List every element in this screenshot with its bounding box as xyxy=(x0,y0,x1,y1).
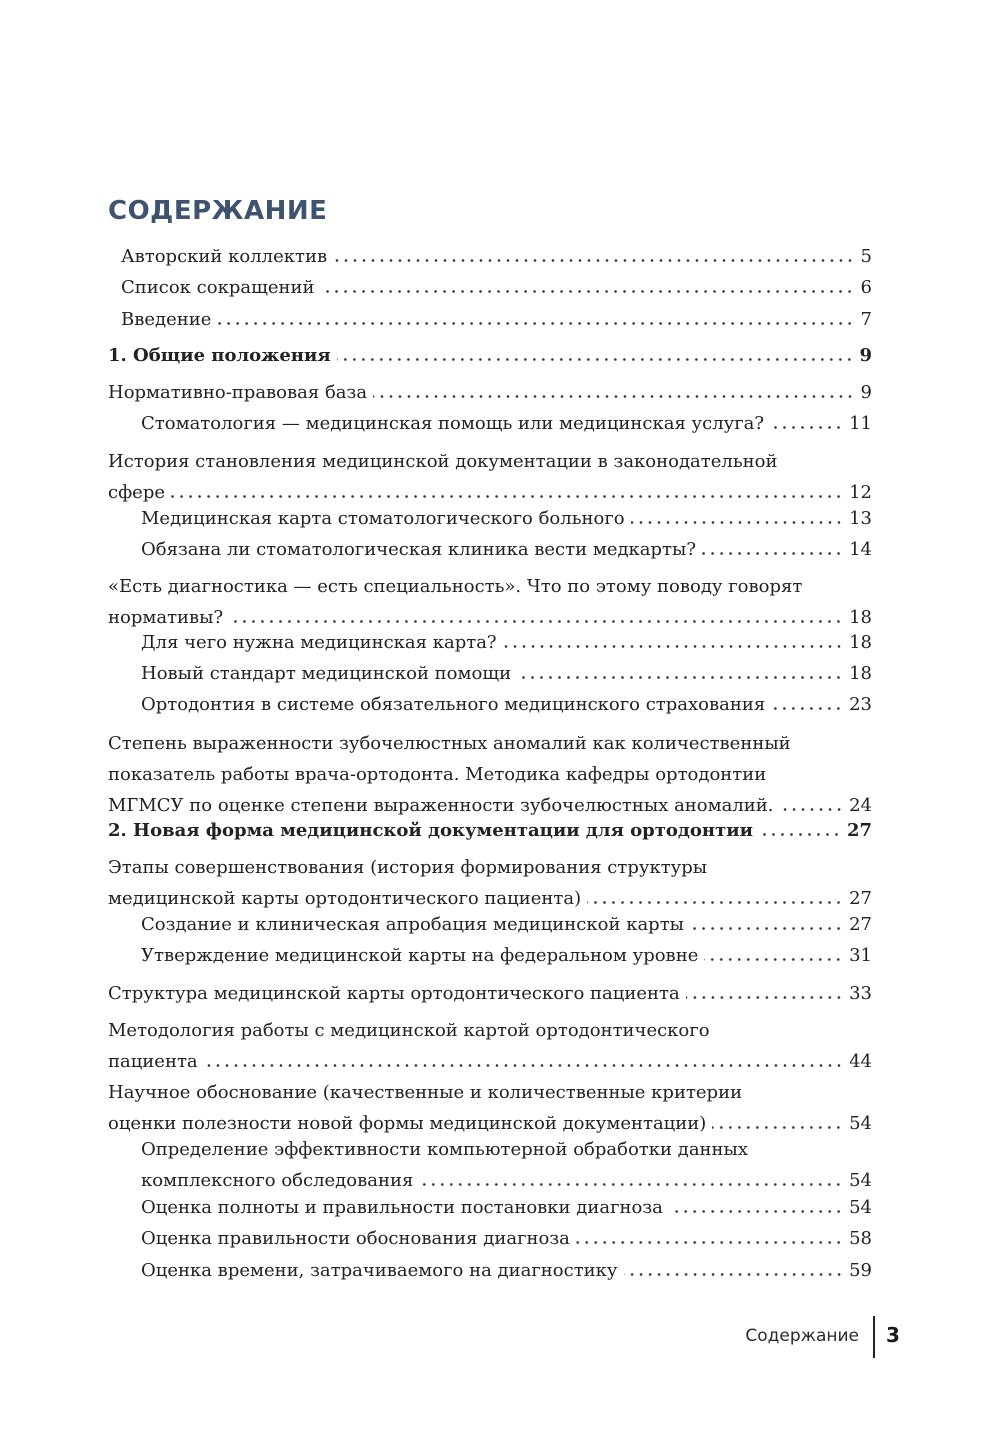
toc-entry-federal-approval[interactable] xyxy=(141,940,872,971)
toc-entry-introduction[interactable] xyxy=(121,304,872,335)
toc-entry-orthodontics-insurance[interactable] xyxy=(141,689,872,720)
toc-entry-title: Структура медицинской карты ортодонтического пациента xyxy=(108,983,680,1004)
dot-leader xyxy=(780,805,844,814)
toc-page-number: 27 xyxy=(849,914,872,935)
toc-entry-title: Медицинская карта стоматологического больного xyxy=(141,508,625,529)
toc-entry-documentation-history[interactable] xyxy=(108,446,872,508)
toc-page-number: 18 xyxy=(849,607,872,628)
toc-entry-why-medical-card[interactable] xyxy=(141,627,872,658)
dot-leader xyxy=(333,256,854,265)
toc-page-number: 27 xyxy=(846,820,872,841)
toc-entry-title: Утверждение медицинской карты на федеральном уровне xyxy=(141,945,699,966)
page-title: СОДЕРЖАНИЕ xyxy=(108,196,328,226)
dot-leader xyxy=(217,319,854,328)
dot-leader xyxy=(204,1061,843,1070)
toc-chapter-2[interactable] xyxy=(108,815,872,846)
toc-entry-diagnostics-specialty[interactable] xyxy=(108,571,872,633)
toc-page-number: 5 xyxy=(860,246,872,267)
dot-leader xyxy=(690,924,843,933)
toc-entry-dentistry-care-or-service[interactable] xyxy=(141,408,872,439)
toc-entry-title: Ортодонтия в системе обязательного медицинского страхования xyxy=(141,694,766,715)
toc-entry-title: Список сокращений xyxy=(121,277,315,298)
toc-entry-title: 2. Новая форма медицинской документации для ортодонтии xyxy=(108,820,753,841)
dot-leader xyxy=(771,704,843,713)
toc-entry-title: Авторский коллектив xyxy=(121,246,328,267)
dot-leader xyxy=(517,673,843,682)
dot-leader xyxy=(373,392,854,401)
dot-leader xyxy=(587,898,843,907)
dot-leader xyxy=(624,1270,844,1279)
dot-leader xyxy=(320,287,854,296)
toc-entry-authors[interactable] xyxy=(121,241,872,272)
dot-leader xyxy=(770,423,843,432)
toc-entry-title: оценки полезности новой формы медицинской документации) xyxy=(108,1113,707,1134)
toc-entry-title: Создание и клиническая апробация медицинской карты xyxy=(141,914,684,935)
toc-entry-title: Оценка правильности обоснования диагноза xyxy=(141,1228,570,1249)
toc-entry-methodology[interactable] xyxy=(108,1015,872,1077)
toc-page-number: 27 xyxy=(849,888,872,909)
dot-leader xyxy=(686,993,843,1002)
toc-entry-card-creation-approbation[interactable] xyxy=(141,909,872,940)
toc-page-number: 54 xyxy=(849,1113,872,1134)
toc-page-number: 54 xyxy=(849,1170,872,1191)
toc-page-number: 44 xyxy=(849,1051,872,1072)
toc-entry-title: сфере xyxy=(108,482,165,503)
toc-entry-title-line: Методология работы с медицинской картой ортодонтического xyxy=(108,1020,710,1041)
toc-page-number: 14 xyxy=(849,539,872,560)
toc-entry-title-line: Определение эффективности компьютерной обработки данных xyxy=(141,1139,749,1160)
toc-entry-title: Введение xyxy=(121,309,212,330)
toc-entry-title: Оценка времени, затрачиваемого на диагностику xyxy=(141,1260,618,1281)
dot-leader xyxy=(171,492,843,501)
dot-leader xyxy=(419,1180,843,1189)
toc-page-number: 18 xyxy=(849,663,872,684)
toc-page-number: 31 xyxy=(849,945,872,966)
toc-entry-title: 1. Общие положения xyxy=(108,345,331,366)
toc-entry-title: нормативы? xyxy=(108,607,224,628)
toc-entry-title: пациента xyxy=(108,1051,198,1072)
toc-entry-title-line: Научное обоснование (качественные и количественные критерии xyxy=(108,1082,743,1103)
toc-entry-title-line: История становления медицинской документации в законодательной xyxy=(108,451,778,472)
toc-entry-title: Стоматология — медицинская помощь или медицинская услуга? xyxy=(141,413,765,434)
toc-entry-scientific-basis[interactable] xyxy=(108,1077,872,1139)
dot-leader xyxy=(337,355,854,364)
page-number: 3 xyxy=(886,1323,900,1347)
dot-leader xyxy=(669,1207,843,1216)
toc-entry-new-care-standard[interactable] xyxy=(141,658,872,689)
toc-entry-title: Обязана ли стоматологическая клиника вести медкарты? xyxy=(141,539,696,560)
toc-entry-clinic-obligation[interactable] xyxy=(141,534,872,565)
toc-chapter-1[interactable] xyxy=(108,340,872,371)
toc-entry-anomaly-severity[interactable] xyxy=(108,728,872,821)
toc-entry-card-structure[interactable] xyxy=(108,978,872,1009)
toc-page-number: 23 xyxy=(849,694,872,715)
toc-entry-dental-patient-card[interactable] xyxy=(141,503,872,534)
toc-entry-diagnosis-time[interactable] xyxy=(141,1255,872,1286)
dot-leader xyxy=(759,830,841,839)
toc-entry-improvement-stages[interactable] xyxy=(108,852,872,914)
toc-entry-title: Новый стандарт медицинской помощи xyxy=(141,663,512,684)
dot-leader xyxy=(576,1238,843,1247)
toc-page-number: 58 xyxy=(849,1228,872,1249)
running-footer-label: Содержание xyxy=(745,1326,859,1346)
toc-page-number: 9 xyxy=(859,345,872,366)
dot-leader xyxy=(712,1123,843,1132)
toc-page-number: 12 xyxy=(849,482,872,503)
toc-entry-title: Оценка полноты и правильности постановки диагноза xyxy=(141,1197,663,1218)
dot-leader xyxy=(503,642,844,651)
dot-leader xyxy=(631,518,843,527)
toc-entry-title-line: Степень выраженности зубочелюстных аномалий как количественный xyxy=(108,733,791,754)
toc-page-number: 18 xyxy=(849,632,872,653)
toc-page-number: 13 xyxy=(849,508,872,529)
footer-divider xyxy=(873,1316,875,1358)
toc-entry-title: Для чего нужна медицинская карта? xyxy=(141,632,497,653)
toc-entry-title-line: Этапы совершенствования (история формирования структуры xyxy=(108,857,708,878)
toc-entry-diagnosis-completeness[interactable] xyxy=(141,1192,872,1223)
dot-leader xyxy=(704,955,843,964)
toc-entry-title: МГМСУ по оценке степени выраженности зубочелюстных аномалий. xyxy=(108,795,774,816)
toc-entry-legal-basis[interactable] xyxy=(108,377,872,408)
toc-entry-title: комплексного обследования xyxy=(141,1170,414,1191)
toc-page-number: 6 xyxy=(860,277,872,298)
toc-page-number: 24 xyxy=(849,795,872,816)
toc-entry-diagnosis-justification[interactable] xyxy=(141,1223,872,1254)
toc-entry-title-line: показатель работы врача-ортодонта. Методика кафедры ортодонтии xyxy=(108,764,767,785)
toc-page-number: 59 xyxy=(849,1260,872,1281)
toc-entry-title: Нормативно-правовая база xyxy=(108,382,368,403)
toc-page-number: 54 xyxy=(849,1197,872,1218)
toc-page-number: 7 xyxy=(860,309,872,330)
toc-page-number: 33 xyxy=(849,983,872,1004)
toc-entry-title-line: «Есть диагностика — есть специальность». Что по этому поводу говорят xyxy=(108,576,803,597)
toc-entry-abbreviations[interactable] xyxy=(121,272,872,303)
toc-page-number: 9 xyxy=(860,382,872,403)
toc-page-number: 11 xyxy=(849,413,872,434)
dot-leader xyxy=(229,617,843,626)
dot-leader xyxy=(702,549,843,558)
toc-entry-title: медицинской карты ортодонтического пациента) xyxy=(108,888,582,909)
toc-entry-computer-processing[interactable] xyxy=(141,1134,872,1196)
